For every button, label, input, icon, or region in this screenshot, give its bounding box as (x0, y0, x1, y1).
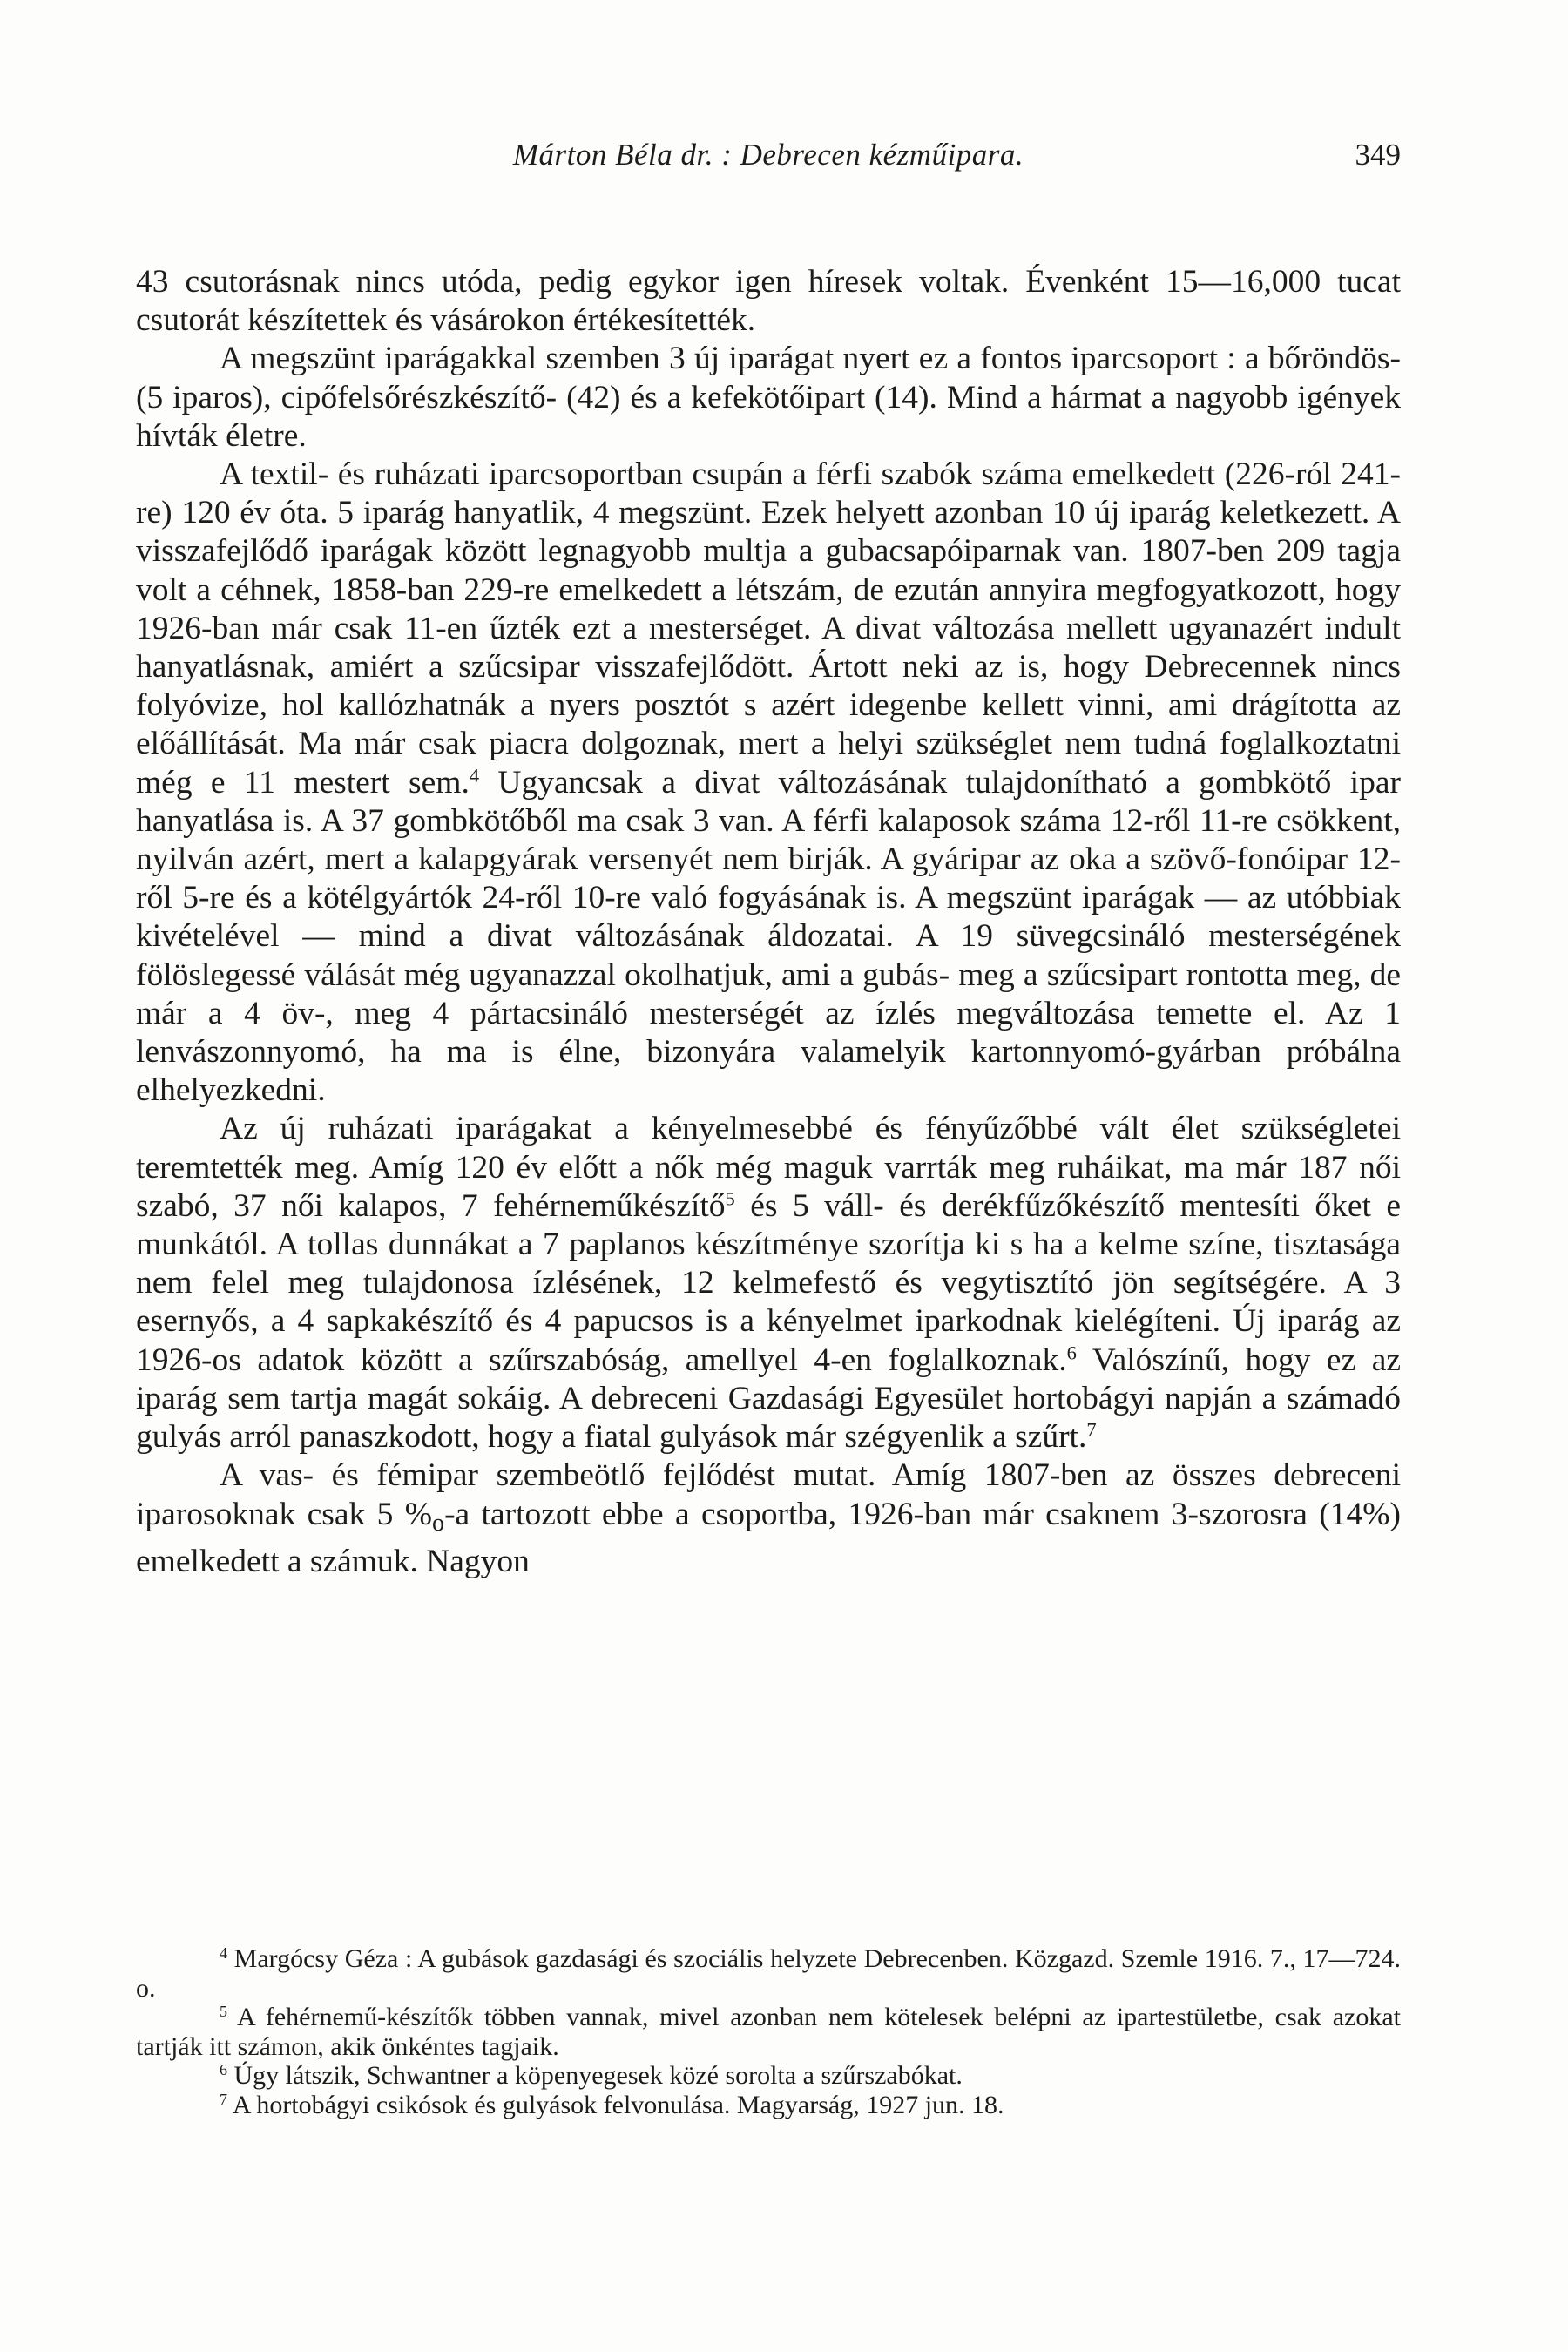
paragraph-text: Valószínű, hogy ez az iparág sem tartja magát sokáig. A debreceni Gazdasági Egyesület hortobágyi napján a számadó gulyás arról panaszkodott, hogy a fiatal gulyások már szégyenlik a szűrt. (136, 1342, 1401, 1456)
paragraph-text: -a tartozott ebbe a csoportba, 1926-ban már csaknem 3-szorosra (14%) emelkedett a számuk. Nagyon (136, 1496, 1401, 1579)
paragraph-text: A textil- és ruházati iparcsoportban csupán a férfi szabók száma emelkedett (226-ról 241-re) 120 év óta. 5 iparág hanyatlik, 4 megszünt. Ezek helyett azonban 10 új iparág keletkezett. A visszafejlődő iparágak között legnagyobb multja a gubacsapóiparnak van. 1807-ben 209 tagja volt a céhnek, 1858-ban 229-re emelkedett a létszám, de ezután annyira megfogyatkozott, hogy 1926-ban már csak 11-en űzték ezt a mesterséget. A divat változása mellett ugyanazért indult hanyatlásnak, amiért a szűcsipar visszafejlődött. Ártott neki az is, hogy Debrecennek nincs folyóvize, hol kallózhatnák a nyers posztót s azért idegenbe kellett vinni, ami drágította az előállítását. Ma már csak piacra dolgoznak, mert a helyi szükséglet nem tudná foglalkoztatni még e 11 mestert sem. (136, 456, 1401, 801)
footnote-ref: 4 (469, 764, 480, 787)
footnote-number: 5 (220, 2003, 227, 2021)
paragraph (136, 1110, 1401, 1456)
paragraph-text: Az új ruházati iparágakat a kényelmesebbé és fényűzőbbé vált élet szükségletei teremtették meg. Amíg 120 év előtt a nők még maguk varrták meg ruháikat, ma már 187 női szabó, 37 női kalapos, 7 fehérneműkészítő (136, 1111, 1401, 1224)
body-text (136, 263, 1401, 1581)
footnote (136, 2003, 1401, 2061)
paragraph-text: Ugyancsak a divat változásának tulajdonítható a gombkötő ipar hanyatlása is. A 37 gombkötőből ma csak 3 van. A férfi kalaposok száma 12-ről 11-re csökkent, nyilván azért, mert a kalapgyárak versenyét nem birják. A gyáripar az oka a szövő-fonóipar 12-ről 5-re és a kötélgyártók 24-ről 10-re való fogyásának is. A megszünt iparágak — az utóbbiak kivételével — mind a divat változásának áldozatai. A 19 süvegcsináló mesterségének fölöslegessé válását még ugyanazzal okolhatjuk, ami a gubás- meg a szűcsipart rontotta meg, de már a 4 öv-, meg 4 pártacsináló mesterségét az ízlés megváltozása temette el. Az 1 lenvászonnyomó, ha ma is élne, bizonyára valamelyik kartonnyomó-gyárban próbálna elhelyezkedni. (136, 764, 1401, 1109)
footnote-number: 4 (220, 1944, 227, 1963)
footnote (136, 2061, 1401, 2091)
paragraph-text: A vas- és fémipar szembeötlő fejlődést mutat. Amíg 1807-ben az összes debreceni iparosoknak csak 5 (136, 1457, 1401, 1532)
footnote (136, 1944, 1401, 2003)
footnote-text: Margócsy Géza : A gubások gazdasági és szociális helyzete Debrecenben. Közgazd. Szemle 1916. 7., 17—724. o. (136, 1944, 1401, 2003)
paragraph-text: A megszünt iparágakkal szemben 3 új iparágat nyert ez a fontos iparcsoport : a bőröndös- (5 iparos), cipőfelsőrészkészítő- (42) és a kefekötőipart (14). Mind a hármat a nagyobb igények hívták életre. (136, 341, 1401, 454)
footnote-number: 7 (220, 2090, 227, 2108)
paragraph (136, 1456, 1401, 1581)
footnote-text: A hortobágyi csikósok és gulyások felvonulása. Magyarság, 1927 jun. 18. (227, 2090, 1004, 2119)
paragraph (136, 456, 1401, 1110)
page-number: 349 (1355, 138, 1401, 172)
paragraph (136, 340, 1401, 456)
footnotes (136, 1944, 1401, 2119)
percent-subscript: o (432, 1509, 445, 1537)
paragraph-text: és 5 váll- és derékfűzőkészítő mentesíti őket e munkától. A tollas dunnákat a 7 paplanos készítménye szorítja ki s ha a kelme színe, tisztasága nem felel meg tulajdonosa ízlésének, 12 kelmefestő és vegytisztító jön segítségére. A 3 esernyős, a 4 sapkakészítő és 4 papucsos is a kényelmet iparkodnak kielégíteni. Új iparág az 1926-os adatok között a szűrszabóság, amellyel 4-en foglalkoznak. (136, 1187, 1401, 1378)
footnote-text: Úgy látszik, Schwantner a köpenyegesek közé sorolta a szűrszabókat. (227, 2061, 963, 2090)
running-title: Márton Béla dr. : Debrecen kézműipara. (512, 138, 1024, 172)
paragraph-text: 43 csutorásnak nincs utóda, pedig egykor igen híresek voltak. Évenként 15—16,000 tucat csutorát készítettek és vásárokon értékesítették. (136, 264, 1401, 339)
footnote-text: A fehérnemű-készítők többen vannak, mivel azonban nem kötelesek belépni az ipartestületbe, csak azokat tartják itt számon, akik önkéntes tagjaik. (136, 2003, 1401, 2061)
paragraph (136, 263, 1401, 340)
footnote-number: 6 (220, 2061, 227, 2079)
footnote-ref: 7 (1086, 1418, 1097, 1441)
footnote-ref: 6 (1066, 1342, 1077, 1364)
running-head (136, 138, 1401, 181)
footnote (136, 2091, 1401, 2120)
footnote-ref: 5 (725, 1187, 735, 1210)
percent-sign: % (404, 1496, 432, 1532)
